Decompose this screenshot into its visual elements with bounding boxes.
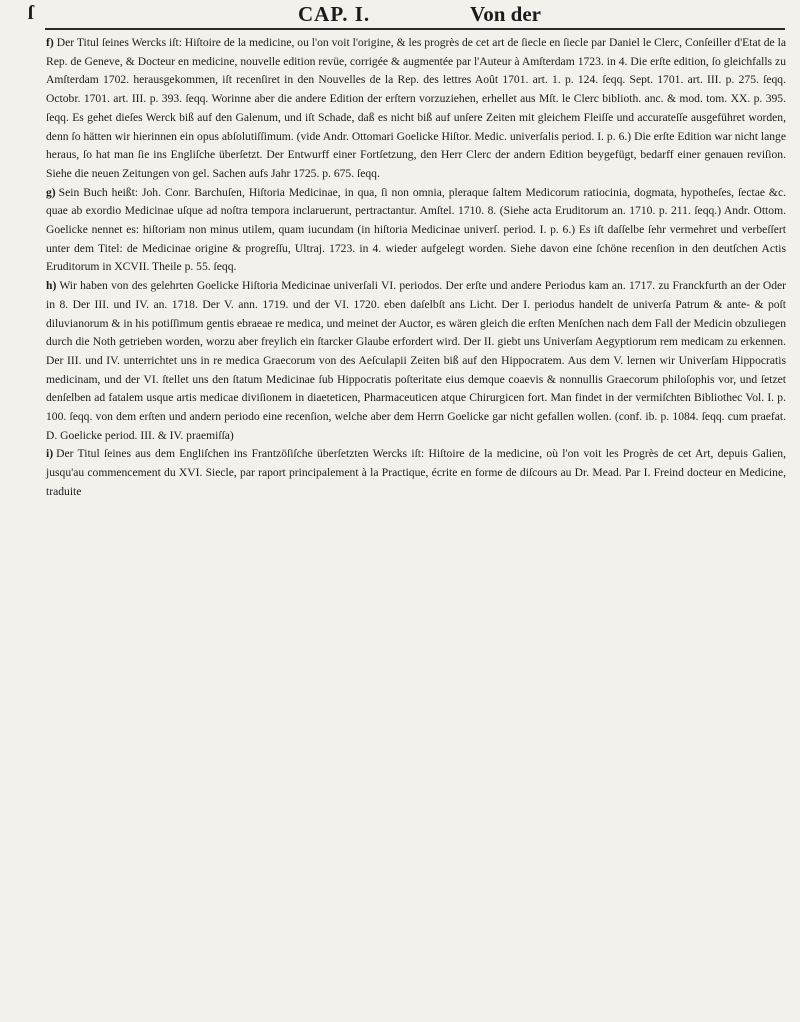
footnote-text: Der Titul ſeines aus dem Engliſchen ins Frantzöſiſche überſetzten Wercks iſt: Hiſtoire de la medicine, où l'on voit les Progrès de cet Art, depuis Galien, jusqu'au commencement du XVI. Siecle, par raport principalement à la Practique, écrite en forme de diſcours au Dr. Mead. Par I. Freind docteur en Medicine, traduite <box>46 447 786 498</box>
footnote-marker: f) <box>46 36 54 49</box>
footnote-marker: g) <box>46 185 56 199</box>
footnote-h <box>46 277 786 445</box>
footnote-text: Sein Buch heißt: Joh. Conr. Barchuſen, Hiſtoria Medicinae, in qua, ſi non omnia, pleraque ſaltem Medicorum ratiocinia, dogmata, hypotheſes, ſectae &c. quae ab exordio Medicinae uſque ad noſtra tempora inclaruerunt, pertractantur. Amſtel. 1710. 8. (Siehe acta Eruditorum an. 1710. p. 211. ſeqq.) Andr. Ottom. Goelicke nennet es: hiſtoriam non minus utilem, quam iucundam (in hiſtoria Medicinae univerſ. period. I. p. 6.) Es iſt daſſelbe ſehr vermehret und verbeſſert unter dem Titel: de Medicinae origine & progreſſu, Ultraj. 1723. in 4. wieder aufgelegt worden. Siehe davon eine ſchöne recenſion in den deutſchen Actis Eruditorum in XCVII. Theile p. 55. ſeqq. <box>46 185 786 274</box>
catchword: Von der <box>470 2 541 26</box>
footnote-i <box>46 445 786 501</box>
footnote-marker: i) <box>46 447 54 461</box>
footnotes <box>46 34 786 502</box>
signature-mark: ſ <box>28 2 34 24</box>
header-rule <box>45 28 785 30</box>
footnote-text: Der Titul ſeines Wercks iſt: Hiſtoire de la medicine, ou l'on voit l'origine, & les progrès de cet art de ſiecle en ſiecle par Daniel le Clerc, Conſeiller d'Etat de la Rep. de Geneve, & Docteur en medicine, nouvelle edition revüe, corrigée & augmentée par l'Auteur à Amſterdam 1723. in 4. Die erſte edition, ſo gleichfalls zu Amſterdam 1702. herausgekommen, iſt recenſiret in den Nouvelles de la Rep. des lettres Août 1701. art. 1. p. 124. ſeqq. Sept. 1701. art. III. p. 275. ſeqq. Octobr. 1701. art. III. p. 393. ſeqq. Worinne aber die andere Edition der erſtern vorzuziehen, erhellet aus Mſt. le Clerc biblioth. anc. & mod. tom. XX. p. 395. ſeqq. Es gehet dieſes Werck biß auf den Galenum, und iſt Schade, daß es nicht biß auf unſere Zeiten mit gleichem Fleiſſe und accurateſſe ausgeführet worden, denn ſo hätten wir hierinnen ein opus abſolutiſſimum. (vide Andr. Ottomari Goelicke Hiſtor. Medic. univerſalis period. I. p. 6.) Die erſte Edition war nicht lange heraus, ſo hat man ſie ins Engliſche überſetzt. Der Entwurff einer Fortſetzung, den Herr Clerc der andern Edition beygefügt, bedarff einer genauen reviſion. Siehe die neuen Zeitungen von gel. Sachen aufs Jahr 1725. p. 675. ſeqq. <box>46 36 786 180</box>
running-head <box>0 0 800 34</box>
footnote-marker: h) <box>46 279 57 293</box>
chapter-heading: CAP. I. <box>298 2 371 26</box>
footnote-f <box>46 34 786 184</box>
footnote-text: Wir haben von des gelehrten Goelicke Hiſtoria Medicinae univerſali VI. periodos. Der erſte und andere Periodus kam an. 1717. zu Franckfurth an der Oder in 8. Der III. und IV. an. 1718. Der V. ann. 1719. und der VI. 1720. eben daſelbſt ans Licht. Der I. periodus handelt de univerſa Patrum & ante- & poſt diluvianorum & in his potiſſimum gentis ebraeae re medica, und meinet der Auctor, es wären gleich die erſten Menſchen nach dem Fall der Medicin obzuliegen durch die Noth getrieben worden, worzu aber freylich ein ſtarcker Glaube erfordert wird. Der II. giebt uns Univerſam Aegyptiorum rem medicam zu erkennen. Der III. und IV. unterrichtet uns in re medica Graecorum von des Aeſculapii Zeiten biß auf den Hippocratem. Aus dem V. lernen wir Univerſam Hippocratis medicinam, und der VI. ſtellet uns den ſtatum Medicinae ſub Hippocratis poſteritate eius demque coaevis & nonnullis Graecorum philoſophis vor, und ſetzet denſelben ad fatalem usque artis medicae diviſionem in diaeteticen, Pharmaceuticen atque Chirurgicen fort. Man findet in der vermiſchten Bibliothec Vol. I. p. 100. ſeqq. von dem erſten und andern periodo eine recenſion, welche aber dem Herrn Goelicke gar nicht gefallen wollen. (conf. ib. p. 1084. ſeqq. cum praefat. D. Goelicke period. III. & IV. praemiſſa) <box>46 279 786 442</box>
footnote-g <box>46 184 786 278</box>
